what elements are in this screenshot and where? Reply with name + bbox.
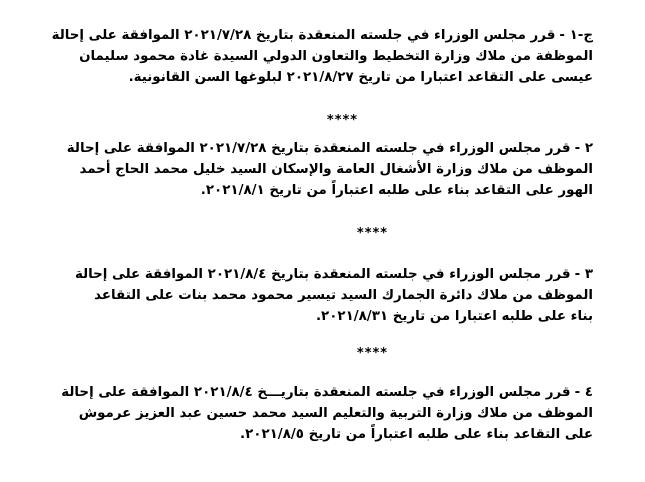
decision-line: الموظف من ملاك وزارة الأشغال العامة والإسكان السيد خليل محمد الحاج أحمد [79, 162, 593, 177]
item-number: ج-١ - [559, 28, 593, 43]
decision-line: الهور على التقاعد بناء على طلبه اعتباراً من تاريخ ٢٠٢١/٨/١. [200, 183, 593, 198]
separator: **** [326, 113, 359, 128]
item-number: ٤ - [574, 385, 593, 400]
item-number: ٣ - [574, 267, 593, 282]
decision-line: عيسى على التقاعد اعتبارا من تاريخ ٢٠٢١/٨/٢٧ لبلوغها السن القانونية. [128, 70, 593, 85]
decision-line: على التقاعد بناء على طلبه اعتباراً من تاريخ ٢٠٢١/٨/٥. [240, 427, 593, 442]
decision-line: ٣ -قرر مجلس الوزراء في جلسته المنعقدة بتاريخ ٢٠٢١/٨/٤ الموافقة على إحالة [74, 267, 593, 282]
item-number: ٢ - [574, 141, 593, 156]
decision-line: الموظف من ملاك وزارة التربية والتعليم السيد محمد حسين عبد العزيز عرموش [78, 406, 593, 421]
decision-line: بناء على طلبه اعتبارا من تاريخ ٢٠٢١/٨/٣١. [315, 309, 593, 324]
decision-line: الموظفة من ملاك وزارة التخطيط والتعاون الدولي السيدة غادة محمود سليمان [79, 49, 593, 64]
decision-line: ٢ -قرر مجلس الوزراء في جلسته المنعقدة بتاريخ ٢٠٢١/٧/٢٨ الموافقة على إحالة [66, 141, 593, 156]
decision-item-1 [52, 25, 593, 88]
decision-line: ٤ -قرر مجلس الوزراء في جلسته المنعقدة بتاريـــخ ٢٠٢١/٨/٤ الموافقة على إحالة [61, 385, 593, 400]
separator: **** [356, 346, 389, 361]
decision-line: ج-١ -قرر مجلس الوزراء في جلسته المنعقدة بتاريخ ٢٠٢١/٧/٢٨ الموافقة على إحالة [51, 28, 593, 43]
decision-item-4 [61, 382, 593, 445]
decision-item-3 [75, 264, 593, 327]
decision-line: الموظف من ملاك دائرة الجمارك السيد تيسير محمود محمد بنات على التقاعد [94, 288, 593, 303]
separator: **** [356, 226, 389, 241]
decision-item-2 [67, 138, 593, 201]
